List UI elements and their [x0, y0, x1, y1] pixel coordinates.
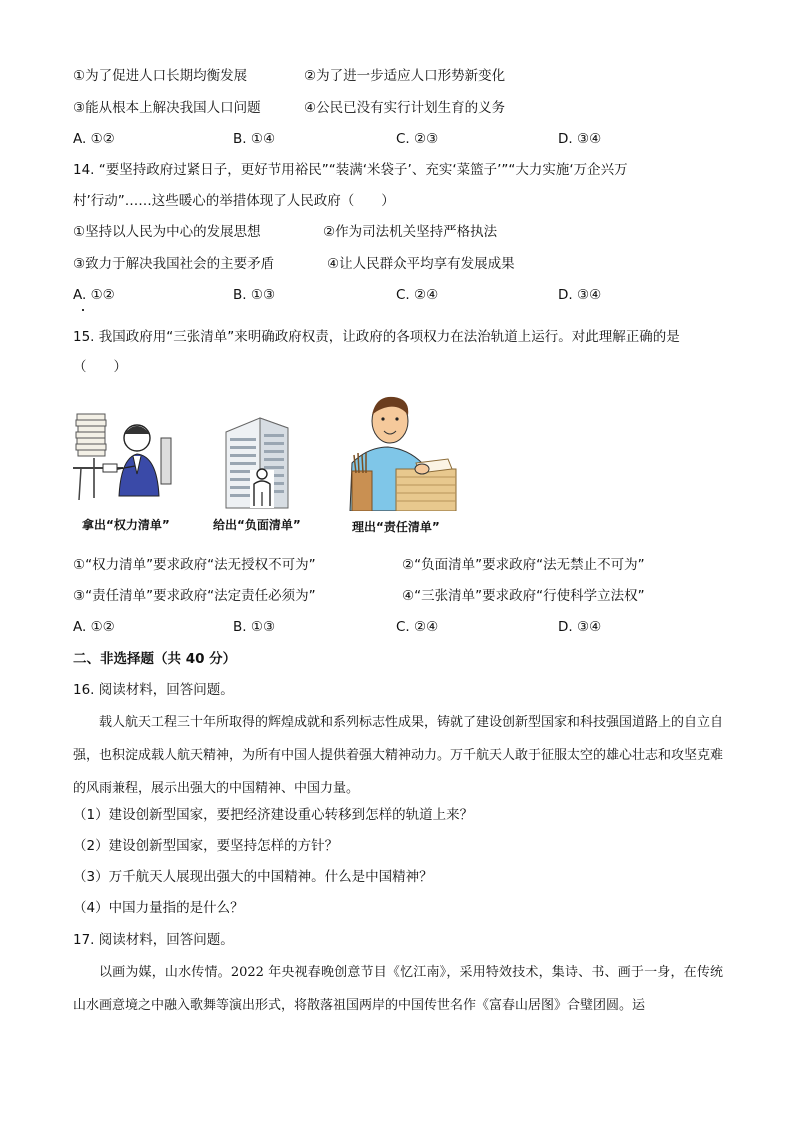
q15-stem-line1: 15. 我国政府用“三张清单”来明确政府权责，让政府的各项权力在法治轨道上运行。对此理解正确的是 [73, 329, 680, 345]
caption-negative-list: 给出“负面清单” [213, 518, 301, 532]
q14-choice-b[interactable]: B. ①③ [233, 287, 276, 303]
q15-choices [73, 617, 733, 637]
q15-choice-b[interactable]: B. ①③ [233, 619, 276, 635]
responsibility-list-illustration [348, 393, 458, 511]
q14-options-row1 [73, 222, 733, 242]
q16-question-4: （4）中国力量指的是什么？ [73, 900, 244, 916]
q13-option-2: ②为了进一步适应人口形势新变化 [304, 68, 506, 84]
q13-choice-c[interactable]: C. ②③ [396, 131, 439, 147]
q15-option-2: ②“负面清单”要求政府“法无禁止不可为” [402, 557, 645, 573]
q15-choice-c[interactable]: C. ②④ [396, 619, 439, 635]
q13-option-1: ①为了促进人口长期均衡发展 [73, 68, 248, 84]
q14-options-row2 [73, 254, 733, 274]
q13-options-row2 [73, 98, 733, 118]
q16-question-2: （2）建设创新型国家，要坚持怎样的方针？ [73, 838, 339, 854]
q13-choices [73, 129, 733, 149]
q16-material: 载人航天工程三十年所取得的辉煌成就和系列标志性成果，铸就了建设创新型国家和科技强国道路上的自立自强，也积淀成载人航天精神，为所有中国人提供着强大精神动力。万千航天人敢于征服太空的雄心壮志和攻坚克难的风雨兼程，展示出强大的中国精神、中国力量。 [73, 715, 724, 796]
negative-list-illustration [220, 412, 294, 510]
q17-stem: 17. 阅读材料，回答问题。 [73, 932, 234, 948]
q15-options-row1 [73, 555, 733, 575]
q13-choice-b[interactable]: B. ①④ [233, 131, 276, 147]
q13-option-4: ④公民已没有实行计划生育的义务 [304, 100, 506, 116]
q14-stem-line1: 14. “要坚持政府过紧日子，更好节用裕民”“装满‘米袋子’、充实‘菜篮子’”“大力实施‘万企兴万 [73, 162, 628, 178]
power-list-illustration [73, 408, 181, 504]
q15-choice-d[interactable]: D. ③④ [558, 619, 602, 635]
caption-power-list: 拿出“权力清单” [82, 518, 170, 532]
q14-choice-a[interactable]: A. ①② [73, 287, 115, 303]
section2-heading: 二、非选择题（共 40 分） [73, 651, 237, 667]
stray-dot [82, 309, 84, 311]
q13-choice-d[interactable]: D. ③④ [558, 131, 602, 147]
q14-option-1: ①坚持以人民为中心的发展思想 [73, 224, 261, 240]
q15-choice-a[interactable]: A. ①② [73, 619, 115, 635]
q14-stem-line2: 村’行动”……这些暖心的举措体现了人民政府（ ） [73, 193, 395, 209]
q14-option-4: ④让人民群众平均享有发展成果 [327, 256, 515, 272]
q13-options-row1 [73, 66, 733, 86]
q15-option-3: ③“责任清单”要求政府“法定责任必须为” [73, 588, 316, 604]
q15-option-1: ①“权力清单”要求政府“法无授权不可为” [73, 557, 316, 573]
q13-choice-a[interactable]: A. ①② [73, 131, 115, 147]
q14-choices [73, 285, 733, 305]
q16-stem: 16. 阅读材料，回答问题。 [73, 682, 234, 698]
q16-question-1: （1）建设创新型国家，要把经济建设重心转移到怎样的轨道上来？ [73, 807, 474, 823]
q14-choice-d[interactable]: D. ③④ [558, 287, 602, 303]
q14-option-3: ③致力于解决我国社会的主要矛盾 [73, 256, 275, 272]
q15-stem-line2: （ ） [73, 359, 127, 375]
q15-options-row2 [73, 586, 733, 606]
q14-option-2: ②作为司法机关坚持严格执法 [323, 224, 498, 240]
caption-responsibility-list: 理出“责任清单” [352, 520, 440, 534]
q17-material: 以画为媒，山水传情。2022 年央视春晚创意节目《忆江南》，采用特效技术，集诗、书、画于一身，在传统山水画意境之中融入歌舞等演出形式，将散落祖国两岸的中国传世名作《富春山居图》合璧团圆。运 [73, 965, 723, 1013]
q15-option-4: ④“三张清单”要求政府“行使科学立法权” [402, 588, 645, 604]
q13-option-3: ③能从根本上解决我国人口问题 [73, 100, 261, 116]
q16-question-3: （3）万千航天人展现出强大的中国精神。什么是中国精神？ [73, 869, 433, 885]
q14-choice-c[interactable]: C. ②④ [396, 287, 439, 303]
